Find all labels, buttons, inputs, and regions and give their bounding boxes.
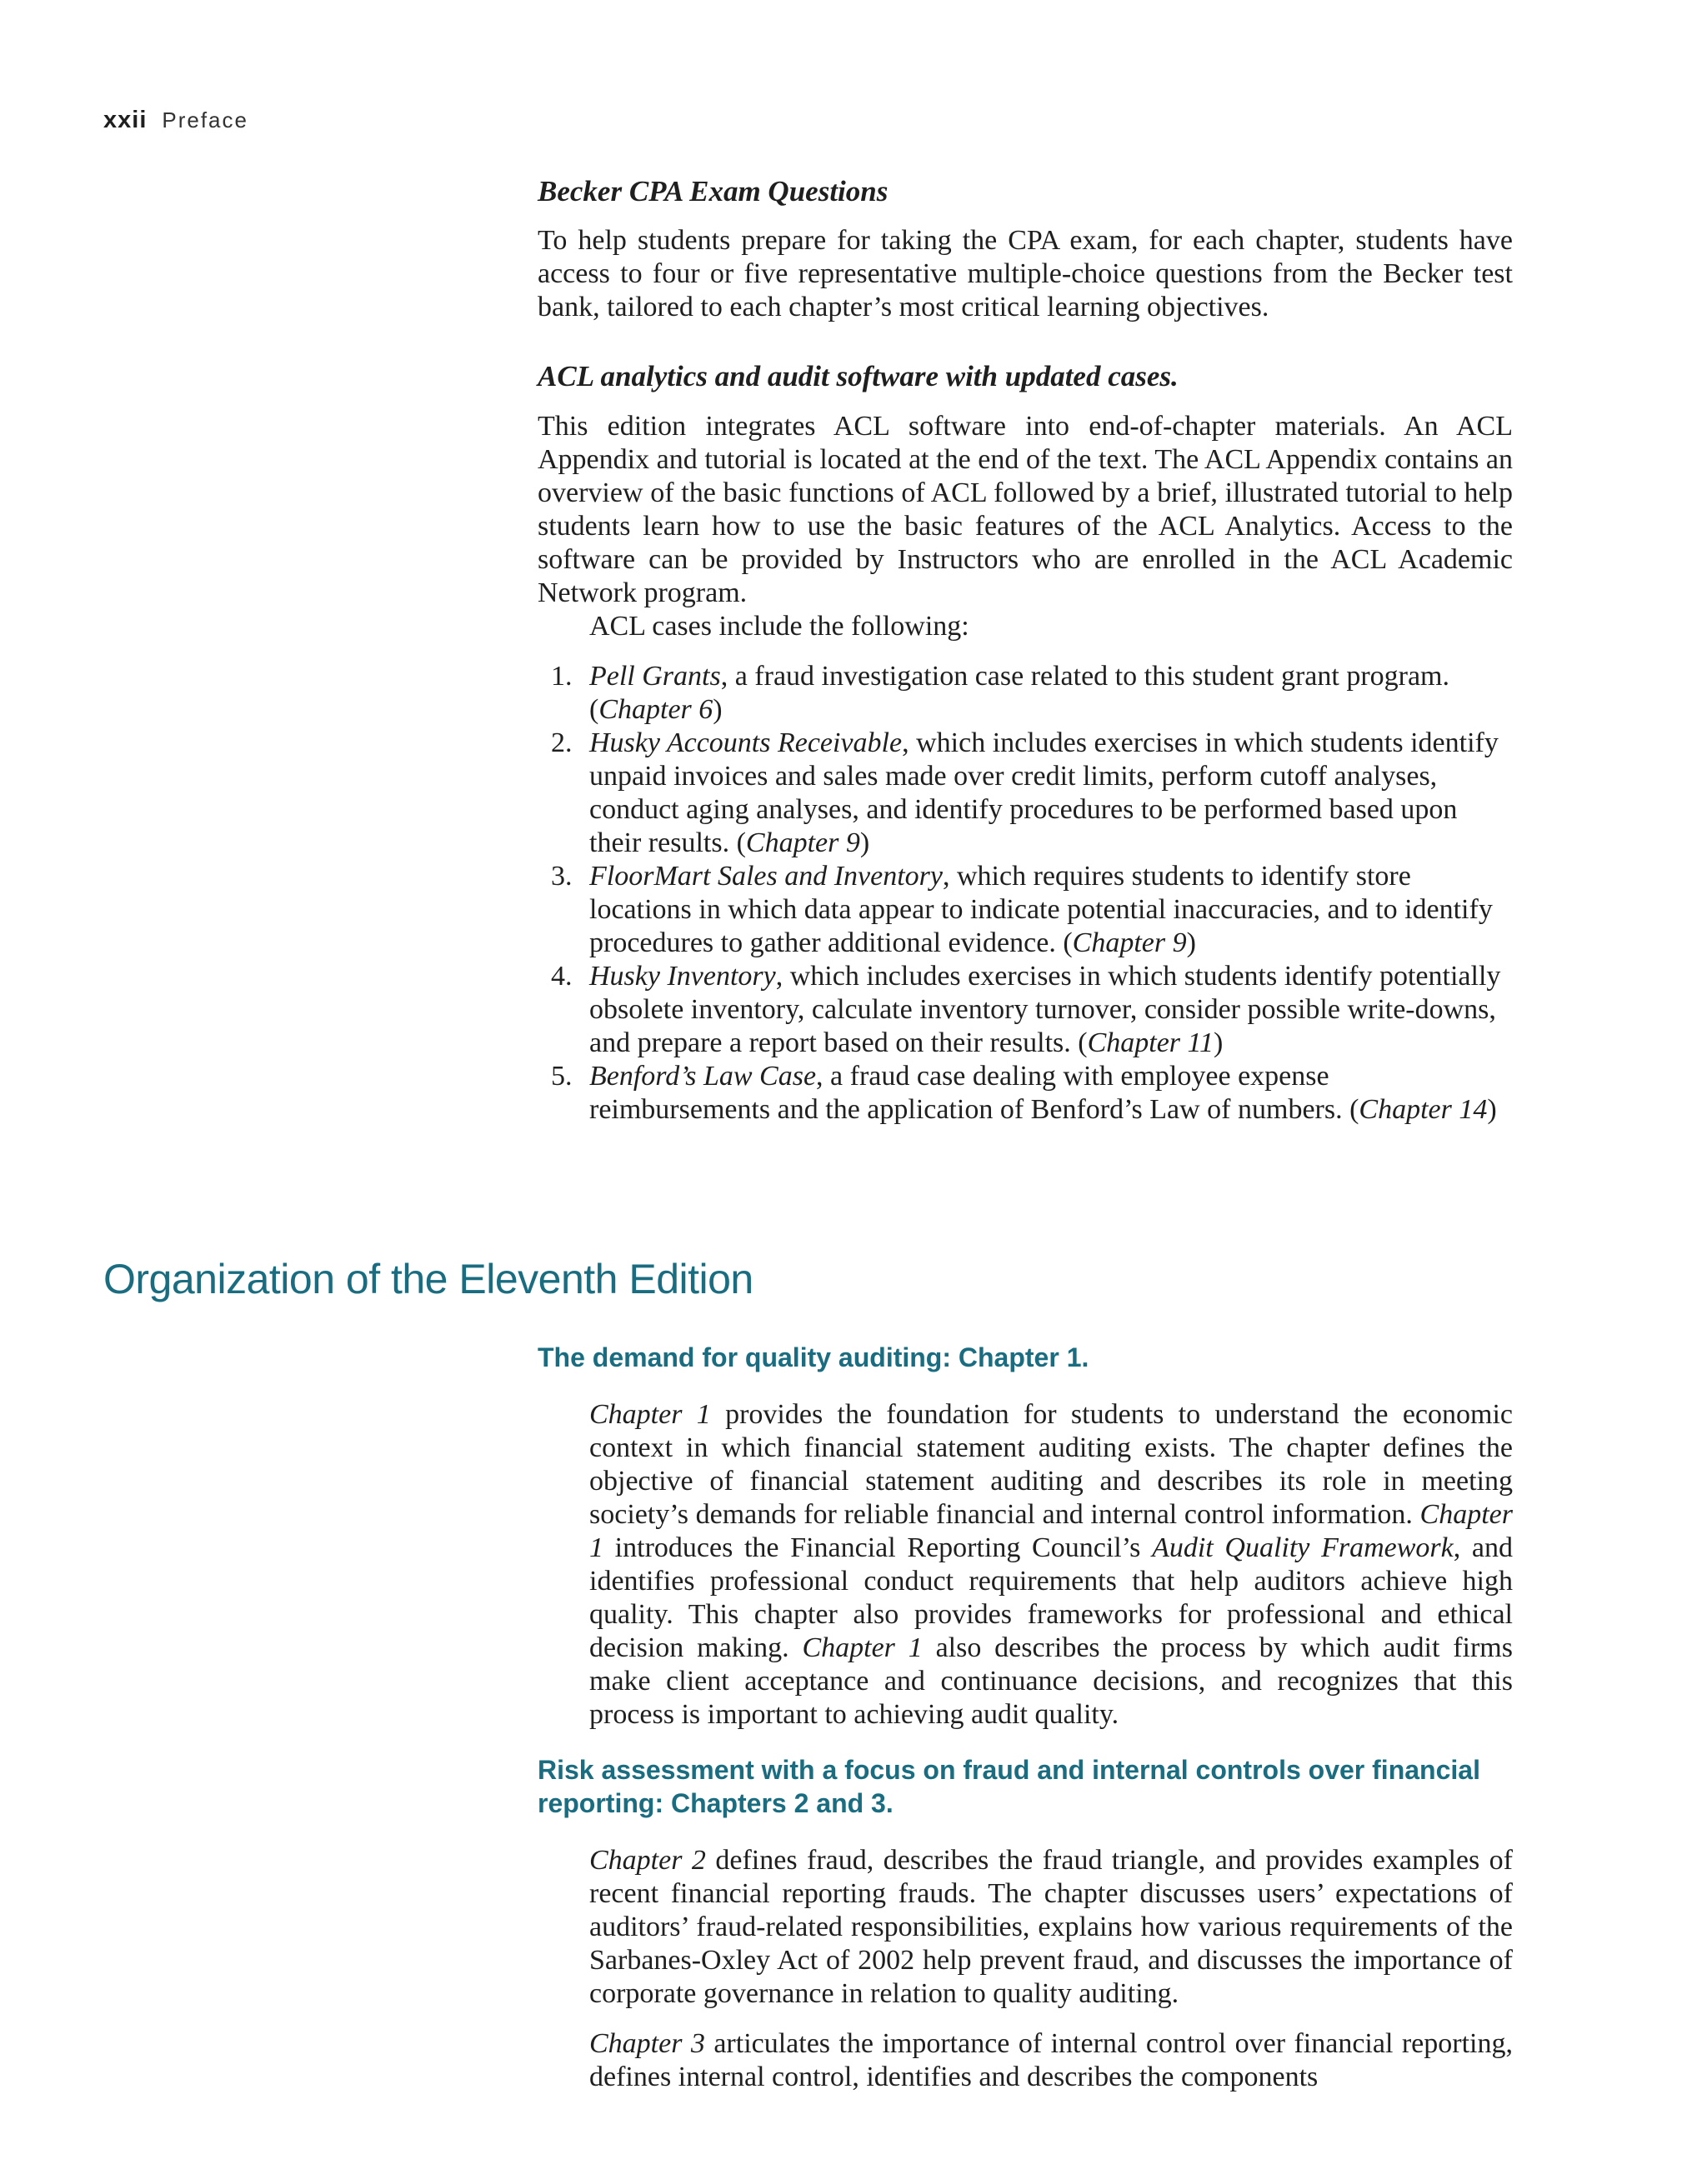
demand-text: introduces the Financial Reporting Council’s <box>603 1532 1153 1563</box>
close-paren: ) <box>1186 927 1196 958</box>
risk-section <box>589 1844 1513 2094</box>
demand-body <box>589 1398 1513 1732</box>
case-title: FloorMart Sales and Inventory <box>589 861 943 892</box>
chapter3-text: articulates the importance of internal control over financial reporting, defines internal control, identifies and describes the components <box>589 2028 1513 2092</box>
close-paren: ) <box>713 694 723 725</box>
demand-section <box>589 1398 1513 1732</box>
case-title: Benford’s Law Case <box>589 1061 817 1092</box>
acl-heading: ACL analytics and audit software with updated cases. <box>538 360 1179 392</box>
acl-section <box>538 360 1513 1127</box>
case-title: Husky Inventory <box>589 961 776 992</box>
running-section-title: Preface <box>162 107 248 132</box>
case-description: , which includes exercises in which students identify potentially obsolete inventory, calculate inventory turnover, consider possible write-downs, and prepare a report based on their results. ( <box>589 961 1501 1058</box>
close-paren: ) <box>1487 1094 1497 1125</box>
chapter-ref: Chapter 1 <box>589 1499 1513 1563</box>
risk-heading: Risk assessment with a focus on fraud and internal controls over financial reporting: Chapters 2 and 3. <box>538 1755 1480 1818</box>
list-number: 5. <box>551 1061 573 1092</box>
becker-section <box>538 175 1513 324</box>
acl-case-item <box>538 860 1513 960</box>
demand-heading: The demand for quality auditing: Chapter 1. <box>538 1342 1089 1372</box>
case-title: Pell Grants <box>589 661 721 692</box>
page-header <box>103 107 248 134</box>
case-description: , a fraud case dealing with employee expense reimbursements and the application of Benford’s Law of numbers. ( <box>589 1061 1359 1125</box>
becker-heading: Becker CPA Exam Questions <box>538 175 889 207</box>
case-description: , which requires students to identify store locations in which data appear to indicate potential inaccuracies, and to identify procedures to gather additional evidence. ( <box>589 861 1493 958</box>
demand-text: also describes the process by which audit firms make client acceptance and continuance decisions, and recognizes that this process is important to achieving audit quality. <box>589 1632 1513 1730</box>
chapter-ref: Chapter 2 <box>589 1845 706 1876</box>
list-number: 1. <box>551 661 573 692</box>
case-description: , which includes exercises in which students identify unpaid invoices and sales made over credit limits, perform cutoff analyses, conduct aging analyses, and identify procedures to be performed based upon their results. ( <box>589 727 1499 858</box>
close-paren: ) <box>859 827 870 858</box>
acl-case-item <box>538 1060 1513 1127</box>
demand-text: , and identifies professional conduct requirements that help auditors achieve high quality. This chapter also provides frameworks for professional and ethical decision making. <box>589 1532 1514 1663</box>
case-chapter: Chapter 9 <box>745 827 860 858</box>
acl-case-item <box>538 660 1513 727</box>
list-number: 2. <box>551 727 573 758</box>
acl-case-item <box>538 960 1513 1060</box>
case-chapter: Chapter 6 <box>598 694 713 725</box>
demand-text: provides the foundation for students to understand the economic context in which financial statement auditing exists. The chapter defines the objective of financial statement auditing and describes its role in meeting society’s demands for reliable financial and internal control information. <box>589 1399 1513 1530</box>
chapter3-body <box>589 2027 1513 2094</box>
page-number: xxii <box>103 107 148 133</box>
becker-body: To help students prepare for taking the CPA exam, for each chapter, students have access to four or five representative multiple-choice questions from the Becker test bank, tailored to each chapter’s most critical learning objectives. <box>538 225 1513 322</box>
acl-cases-list <box>538 660 1513 1127</box>
chapter2-body <box>589 1844 1513 2011</box>
case-chapter: Chapter 9 <box>1072 927 1187 958</box>
list-number: 4. <box>551 961 573 992</box>
acl-body: This edition integrates ACL software into end-of-chapter materials. An ACL Appendix and tutorial is located at the end of the text. The ACL Appendix contains an overview of the basic functions of ACL followed by a brief, illustrated tutorial to help students learn how to use the basic features of the ACL Analytics. Access to the software can be provided by Instructors who are enrolled in the ACL Academic Network program. <box>538 411 1513 608</box>
chapter2-text: defines fraud, describes the fraud triangle, and provides examples of recent financial reporting frauds. The chapter discusses users’ expectations of auditors’ fraud-related responsibilities, explains how various requirements of the Sarbanes-Oxley Act of 2002 help prevent fraud, and discusses the importance of corporate governance in relation to quality auditing. <box>589 1845 1514 2009</box>
framework-title: Audit Quality Framework <box>1152 1532 1454 1563</box>
case-description: , a fraud investigation case related to this student grant program. ( <box>589 661 1450 725</box>
chapter-ref: Chapter 1 <box>589 1399 711 1430</box>
case-chapter: Chapter 11 <box>1087 1027 1214 1058</box>
chapter-ref: Chapter 3 <box>589 2028 705 2059</box>
case-title: Husky Accounts Receivable <box>589 727 903 758</box>
chapter-ref: Chapter 1 <box>802 1632 923 1663</box>
acl-cases-intro: ACL cases include the following: <box>589 611 969 642</box>
case-chapter: Chapter 14 <box>1359 1094 1488 1125</box>
close-paren: ) <box>1214 1027 1224 1058</box>
list-number: 3. <box>551 861 573 892</box>
acl-case-item <box>538 727 1513 860</box>
section-title: Organization of the Eleventh Edition <box>103 1256 753 1302</box>
